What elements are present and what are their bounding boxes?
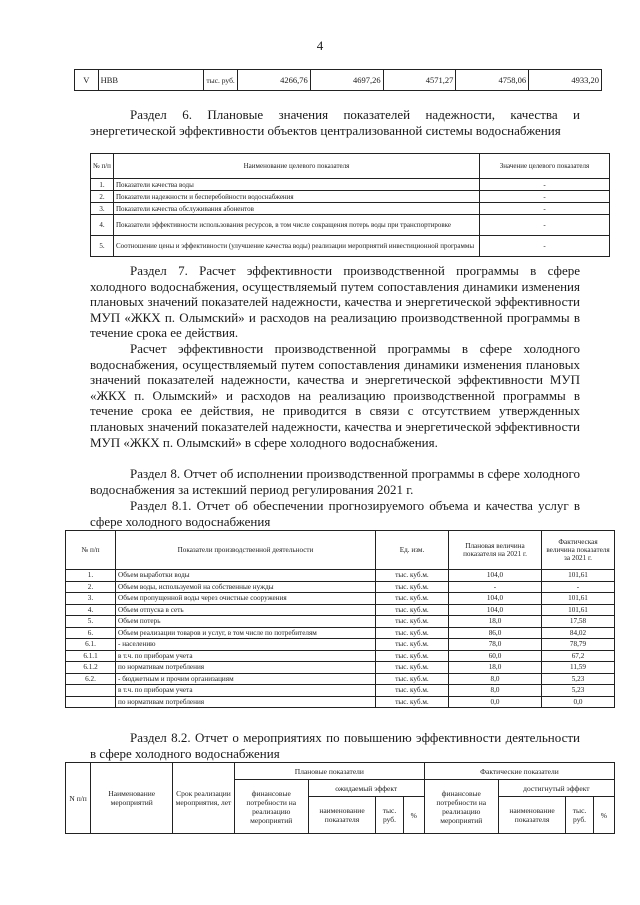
table-row: 6. Объем реализации товаров и услуг, в том числе по потребителям тыс. куб.м. 86,0 84,02 (66, 627, 615, 639)
table-header: № п/п Показатели производственной деятельности Ед. изм. Плановая величина показателя на 2021 г. Фактическая величина показателя за 2021 г. (66, 531, 615, 570)
section8-p1: Раздел 8. Отчет об исполнении производственной программы в сфере холодного водоснабжения за истекший период регулирования 2021 г. (90, 466, 580, 497)
table-row: 6.1. - населению тыс. куб.м. 78,0 78,79 (66, 639, 615, 651)
table-header: N п/п Наименование мероприятий Срок реализации мероприятия, лет Плановые показатели Фактические показатели (66, 763, 615, 780)
table-row: V НВВ тыс. руб. 4266,76 4697,26 4571,27 4758,06 4933,20 (75, 70, 602, 91)
table-row: 6.1.1 в т.ч. по приборам учета тыс. куб.м. 60,0 67,2 (66, 650, 615, 662)
section7-p2: Расчет эффективности производственной программы в сфере холодного водоснабжения, осуществляемый путем сопоставления динамики изменения плановых значений показателей надежности, качества и энергетической эффективности МУП «ЖКХ п. Олымский» и расходов на реализацию производственной программы в течение срока ее действия, не приводится в связи с отсутствием утвержденных плановых значений показателей надежности, качества и энергетической эффективности МУП «ЖКХ п. Олымский» в сфере холодного водоснабжения. (90, 341, 580, 450)
table-row: 3. Показатели качества обслуживания абонентов - (91, 203, 610, 215)
table-row: 4. Показатели эффективности использования ресурсов, в том числе сокращения потерь воды при транспортировке - (91, 215, 610, 236)
table-row: 2. Объем воды, используемой на собственные нужды тыс. куб.м. - - (66, 581, 615, 593)
table-header: № п/п Наименование целевого показателя Значение целевого показателя (91, 154, 610, 179)
section6-heading: Раздел 6. Плановые значения показателей надежности, качества и энергетической эффективности объектов централизованной системы водоснабжения (90, 107, 580, 138)
table-row: по нормативам потребления тыс. куб.м. 0,0 0,0 (66, 696, 615, 708)
section8-2-heading: Раздел 8.2. Отчет о мероприятиях по повышению эффективности деятельности в сфере холодного водоснабжения (90, 730, 580, 761)
section8-1-table (65, 530, 615, 708)
table-row: 5. Объем потерь тыс. куб.м. 18,0 17,58 (66, 616, 615, 628)
table-row: 6.2. - бюджетным и прочим организациям тыс. куб.м. 8,0 5,23 (66, 673, 615, 685)
table-header: финансовые потребности на реализацию мероприятий ожидаемый эффект финансовые потребности на реализацию мероприятий достигнутый эффект (66, 780, 615, 797)
section8-1-heading: Раздел 8.1. Отчет об обеспечении прогнозируемого объема и качества услуг в сфере холодного водоснабжения (90, 498, 580, 529)
table-row: 2. Показатели надежности и бесперебойности водоснабжения - (91, 191, 610, 203)
page-number: 4 (316, 38, 324, 53)
table-row: 1. Показатели качества воды - (91, 179, 610, 191)
table-row: 4. Объем отпуска в сеть тыс. куб.м. 104,0 101,61 (66, 604, 615, 616)
section8-2-table (65, 762, 615, 834)
section6-table (90, 153, 610, 257)
nvv-table (74, 69, 602, 91)
table-row: 1. Объем выработки воды тыс. куб.м. 104,0 101,61 (66, 570, 615, 582)
section7-p1: Раздел 7. Расчет эффективности производственной программы в сфере холодного водоснабжения, осуществляемый путем сопоставления динамики изменения плановых значений показателей надежности, качества и энергетической эффективности МУП «ЖКХ п. Олымский» и расходов на реализацию производственной программы в течение срока ее действия. (90, 263, 580, 341)
table-header: наименование показателя тыс. руб. % наименование показателя тыс. руб. % (66, 797, 615, 834)
table-row: 5. Соотношение цены и эффективности (улучшение качества воды) реализации мероприятий инвестиционной программы - (91, 236, 610, 257)
table-row: 6.1.2 по нормативам потребления тыс. куб.м. 18,0 11,59 (66, 662, 615, 674)
table-row: в т.ч. по приборам учета тыс. куб.м. 8,0 5,23 (66, 685, 615, 697)
table-row: 3. Объем пропущенной воды через очистные сооружения тыс. куб.м. 104,0 101,61 (66, 593, 615, 605)
